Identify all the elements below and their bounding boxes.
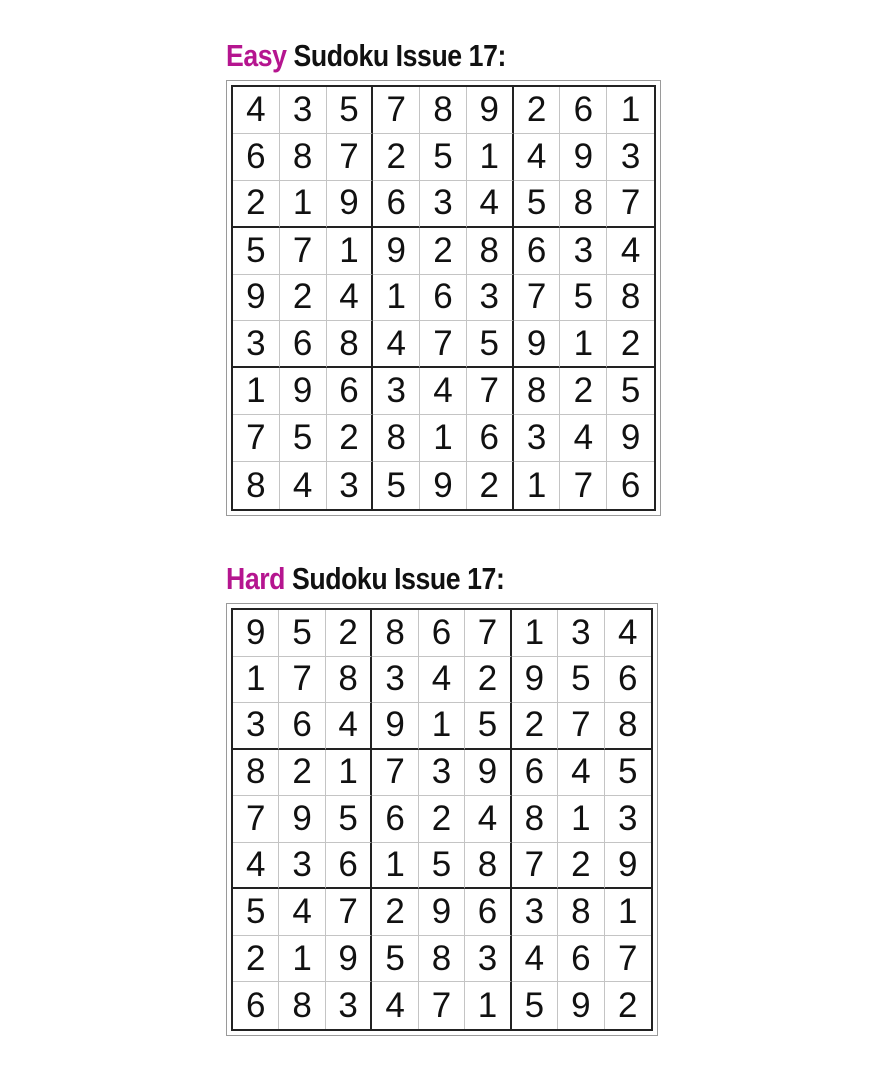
sudoku-cell: 3 [233, 321, 280, 368]
sudoku-cell: 5 [607, 368, 654, 415]
easy-sudoku-frame [226, 80, 661, 516]
sudoku-cell: 6 [514, 228, 561, 275]
sudoku-cell: 1 [419, 703, 465, 750]
sudoku-cell: 9 [372, 703, 418, 750]
sudoku-cell: 4 [560, 415, 607, 462]
sudoku-cell: 9 [607, 415, 654, 462]
sudoku-cell: 8 [372, 610, 418, 657]
sudoku-cell: 1 [372, 843, 418, 890]
sudoku-cell: 5 [373, 462, 420, 509]
sudoku-cell: 7 [372, 750, 418, 797]
sudoku-cell: 5 [372, 936, 418, 983]
sudoku-cell: 5 [233, 228, 280, 275]
sudoku-cell: 1 [279, 936, 325, 983]
sudoku-cell: 6 [419, 610, 465, 657]
sudoku-cell: 2 [279, 750, 325, 797]
sudoku-cell: 1 [373, 275, 420, 322]
sudoku-cell: 6 [465, 889, 511, 936]
sudoku-cell: 9 [419, 889, 465, 936]
sudoku-cell: 5 [327, 87, 374, 134]
sudoku-cell: 8 [605, 703, 651, 750]
sudoku-cell: 2 [419, 796, 465, 843]
sudoku-cell: 4 [420, 368, 467, 415]
sudoku-cell: 6 [373, 181, 420, 228]
hard-sudoku-grid [231, 608, 653, 1031]
sudoku-cell: 1 [607, 87, 654, 134]
sudoku-cell: 8 [607, 275, 654, 322]
sudoku-cell: 7 [607, 181, 654, 228]
sudoku-cell: 1 [233, 368, 280, 415]
sudoku-cell: 7 [419, 982, 465, 1029]
sudoku-cell: 9 [560, 134, 607, 181]
sudoku-cell: 3 [233, 703, 279, 750]
sudoku-cell: 4 [373, 321, 420, 368]
sudoku-cell: 8 [420, 87, 467, 134]
sudoku-cell: 7 [326, 889, 372, 936]
sudoku-cell: 2 [607, 321, 654, 368]
sudoku-cell: 1 [605, 889, 651, 936]
sudoku-cell: 8 [279, 982, 325, 1029]
sudoku-cell: 3 [514, 415, 561, 462]
hard-sudoku-title [226, 559, 504, 599]
sudoku-cell: 6 [558, 936, 604, 983]
title-text: Sudoku Issue 17: [286, 38, 506, 73]
sudoku-cell: 1 [327, 228, 374, 275]
sudoku-cell: 9 [233, 275, 280, 322]
difficulty-label: Easy [226, 38, 287, 73]
sudoku-cell: 3 [558, 610, 604, 657]
sudoku-cell: 4 [512, 936, 558, 983]
sudoku-cell: 6 [280, 321, 327, 368]
sudoku-cell: 8 [280, 134, 327, 181]
sudoku-cell: 8 [326, 657, 372, 704]
sudoku-cell: 3 [607, 134, 654, 181]
sudoku-cell: 8 [467, 228, 514, 275]
sudoku-cell: 8 [560, 181, 607, 228]
sudoku-cell: 6 [233, 134, 280, 181]
sudoku-cell: 4 [233, 87, 280, 134]
sudoku-cell: 9 [327, 181, 374, 228]
sudoku-cell: 7 [233, 415, 280, 462]
sudoku-cell: 6 [467, 415, 514, 462]
sudoku-cell: 7 [420, 321, 467, 368]
sudoku-cell: 9 [373, 228, 420, 275]
sudoku-cell: 3 [372, 657, 418, 704]
sudoku-cell: 8 [514, 368, 561, 415]
sudoku-cell: 4 [514, 134, 561, 181]
sudoku-cell: 9 [467, 87, 514, 134]
sudoku-cell: 4 [326, 703, 372, 750]
sudoku-cell: 6 [326, 843, 372, 890]
sudoku-cell: 3 [279, 843, 325, 890]
sudoku-cell: 5 [514, 181, 561, 228]
difficulty-label: Hard [226, 561, 286, 596]
sudoku-cell: 8 [419, 936, 465, 983]
sudoku-cell: 1 [467, 134, 514, 181]
sudoku-cell: 9 [512, 657, 558, 704]
sudoku-cell: 5 [467, 321, 514, 368]
sudoku-cell: 6 [620, 465, 641, 505]
sudoku-cell: 6 [279, 703, 325, 750]
sudoku-cell: 1 [560, 321, 607, 368]
sudoku-cell: 9 [233, 610, 279, 657]
sudoku-cell: 5 [512, 982, 558, 1029]
sudoku-cell: 6 [512, 750, 558, 797]
sudoku-cell: 4 [280, 462, 327, 509]
sudoku-cell: 4 [327, 275, 374, 322]
sudoku-cell: 5 [419, 843, 465, 890]
sudoku-cell: 2 [372, 889, 418, 936]
sudoku-cell: 6 [420, 275, 467, 322]
sudoku-cell: 1 [514, 462, 561, 509]
sudoku-cell: 1 [233, 657, 279, 704]
sudoku-cell: 7 [560, 462, 607, 509]
sudoku-cell: 9 [280, 368, 327, 415]
sudoku-cell: 2 [512, 703, 558, 750]
sudoku-cell: 8 [373, 415, 420, 462]
sudoku-cell: 8 [233, 462, 280, 509]
sudoku-cell: 4 [372, 982, 418, 1029]
sudoku-cell: 7 [280, 228, 327, 275]
sudoku-cell: 4 [419, 657, 465, 704]
sudoku-cell: 3 [465, 936, 511, 983]
sudoku-cell: 8 [233, 750, 279, 797]
sudoku-cell: 2 [280, 275, 327, 322]
sudoku-cell: 2 [233, 936, 279, 983]
easy-sudoku-grid [231, 85, 656, 511]
sudoku-cell: 7 [512, 843, 558, 890]
easy-sudoku-title [226, 36, 506, 76]
sudoku-cell: 2 [465, 657, 511, 704]
sudoku-cell: 7 [279, 657, 325, 704]
sudoku-cell: 5 [326, 796, 372, 843]
sudoku-cell: 8 [512, 796, 558, 843]
sudoku-cell: 4 [465, 796, 511, 843]
sudoku-cell: 4 [233, 843, 279, 890]
sudoku-cell: 9 [279, 796, 325, 843]
sudoku-cell: 4 [279, 889, 325, 936]
sudoku-cell: 8 [327, 321, 374, 368]
sudoku-cell: 2 [558, 843, 604, 890]
sudoku-cell: 8 [465, 843, 511, 890]
sudoku-cell: 6 [605, 657, 651, 704]
sudoku-cell: 4 [467, 181, 514, 228]
sudoku-cell: 6 [372, 796, 418, 843]
sudoku-cell: 9 [605, 843, 651, 890]
sudoku-cell: 1 [558, 796, 604, 843]
sudoku-cell: 3 [419, 750, 465, 797]
sudoku-cell: 7 [233, 796, 279, 843]
sudoku-cell: 1 [512, 610, 558, 657]
sudoku-cell: 1 [280, 181, 327, 228]
sudoku-cell: 2 [560, 368, 607, 415]
sudoku-cell: 8 [558, 889, 604, 936]
sudoku-cell: 5 [233, 889, 279, 936]
sudoku-cell: 3 [467, 275, 514, 322]
sudoku-cell: 6 [327, 368, 374, 415]
sudoku-cell: 3 [420, 181, 467, 228]
sudoku-cell: 2 [233, 181, 280, 228]
sudoku-cell: 6 [233, 982, 279, 1029]
sudoku-cell: 3 [373, 368, 420, 415]
sudoku-cell: 1 [326, 750, 372, 797]
sudoku-cell: 2 [327, 415, 374, 462]
sudoku-cell: 9 [558, 982, 604, 1029]
sudoku-cell: 5 [560, 275, 607, 322]
sudoku-cell: 4 [607, 228, 654, 275]
title-text: Sudoku Issue 17: [285, 561, 505, 596]
sudoku-cell: 2 [514, 87, 561, 134]
sudoku-cell: 1 [420, 415, 467, 462]
sudoku-cell: 5 [420, 134, 467, 181]
sudoku-cell: 7 [373, 87, 420, 134]
sudoku-cell: 5 [279, 610, 325, 657]
sudoku-cell: 3 [280, 87, 327, 134]
sudoku-cell: 3 [327, 462, 374, 509]
sudoku-cell: 4 [605, 610, 651, 657]
sudoku-cell: 7 [467, 368, 514, 415]
sudoku-cell: 9 [420, 462, 467, 509]
sudoku-cell: 3 [326, 982, 372, 1029]
sudoku-cell: 2 [618, 985, 638, 1025]
sudoku-cell: 7 [465, 610, 511, 657]
sudoku-cell: 3 [560, 228, 607, 275]
sudoku-cell: 5 [605, 750, 651, 797]
sudoku-cell: 3 [512, 889, 558, 936]
sudoku-cell: 7 [514, 275, 561, 322]
sudoku-cell: 5 [465, 703, 511, 750]
sudoku-cell: 7 [605, 936, 651, 983]
hard-sudoku-frame [226, 603, 658, 1036]
sudoku-cell: 3 [605, 796, 651, 843]
sudoku-cell: 1 [465, 982, 511, 1029]
sudoku-cell: 2 [467, 462, 514, 509]
sudoku-cell: 2 [420, 228, 467, 275]
sudoku-cell: 6 [560, 87, 607, 134]
sudoku-cell: 2 [373, 134, 420, 181]
sudoku-cell: 9 [465, 750, 511, 797]
sudoku-cell: 9 [514, 321, 561, 368]
sudoku-cell: 7 [327, 134, 374, 181]
sudoku-cell: 5 [280, 415, 327, 462]
sudoku-cell: 2 [326, 610, 372, 657]
sudoku-cell: 5 [558, 657, 604, 704]
sudoku-cell: 9 [326, 936, 372, 983]
sudoku-cell: 7 [558, 703, 604, 750]
sudoku-cell: 4 [558, 750, 604, 797]
